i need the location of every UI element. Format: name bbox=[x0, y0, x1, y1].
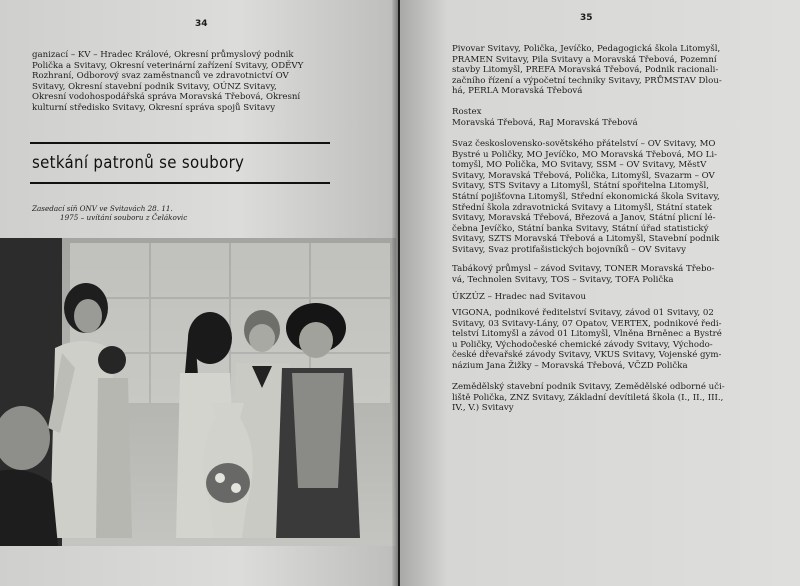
text-line: Svitavy, Svaz protifašistických bojovníků – OV Svitavy bbox=[452, 244, 687, 255]
entry-p bbox=[452, 44, 762, 97]
entry-t bbox=[452, 264, 762, 285]
left-page bbox=[0, 0, 398, 586]
text-line: tomyšl, MO Polička, MO Svitavy, SSM – OV Svitavy, MěstV bbox=[452, 160, 707, 171]
entry-u bbox=[452, 292, 762, 303]
title-rule-top bbox=[30, 142, 330, 144]
text-line: u Poličky, Východočeské chemické závody Svitavy, Východo- bbox=[452, 339, 713, 350]
photo-illustration bbox=[0, 238, 396, 546]
text-line: Svitavy, Okresní stavební podnik Svitavy, OÚNZ Svitavy, bbox=[32, 81, 277, 92]
photograph bbox=[0, 238, 396, 546]
text-line: Okresní vodohospodářská správa Moravská Třebová, Okresní bbox=[32, 92, 301, 103]
text-line: vá, Technolen Svitavy, TOS – Svitavy, TOFA Polička bbox=[452, 274, 674, 285]
text-line: PRAMEN Svitavy, Pila Svitavy a Moravská Třebová, Pozemní bbox=[452, 54, 717, 65]
text-line: liště Polička, ZNZ Svitavy, Základní devítiletá škola (I., II., III., bbox=[452, 392, 724, 403]
text-line: Bystré u Poličky, MO Jevíčko, MO Moravská Třebová, MO Li- bbox=[452, 149, 717, 160]
page-number-left: 34 bbox=[195, 19, 208, 29]
text-line: české dřevařské závody Svitavy, VKUS Svitavy, Vojenské gym- bbox=[452, 350, 722, 361]
text-line: názium Jana Žižky – Moravská Třebová, VČZD Polička bbox=[452, 360, 688, 371]
entry-z bbox=[452, 382, 762, 414]
text-line: Rostex bbox=[452, 107, 482, 117]
text-line: Svitavy, STS Svitavy a Litomyšl, Státní spořitelna Litomyšl, bbox=[452, 181, 709, 192]
text-line: Svitavy, SZTS Moravská Třebová a Litomyšl, Stavební podnik bbox=[452, 234, 720, 245]
text-line: Moravská Třebová, RaJ Moravská Třebová bbox=[452, 117, 638, 128]
text-line: Rozhraní, Odborový svaz zaměstnanců ve zdravotnictví OV bbox=[32, 71, 289, 82]
page-number-right: 35 bbox=[580, 13, 593, 23]
text-line: Střední škola zdravotnická Svitavy a Litomyšl, Státní statek bbox=[452, 202, 713, 213]
entry-s bbox=[452, 139, 762, 256]
entry-r bbox=[452, 107, 762, 128]
text-line: ÚKZÚZ – Hradec nad Svitavou bbox=[452, 292, 586, 302]
section-title: setkání patronů se soubory bbox=[32, 152, 245, 173]
left-continued-text bbox=[32, 50, 330, 114]
title-rule-bottom bbox=[30, 182, 330, 184]
text-line: telství Litomyšl a závod 01 Litomyšl, Vlněna Brněnec a Bystré bbox=[452, 329, 722, 340]
text-line: začního řízení a výpočetní techniky Svitavy, PRŮMSTAV Dlou- bbox=[452, 75, 722, 86]
text-line: Pivovar Svitavy, Polička, Jevíčko, Pedagogická škola Litomyšl, bbox=[452, 44, 721, 54]
photo-caption bbox=[32, 204, 242, 222]
text-line: ganizací – KV – Hradec Králové, Okresní průmyslový podnik bbox=[32, 50, 294, 60]
text-line: Svitavy, Moravská Třebová, Březová a Janov, Státní plicní lé- bbox=[452, 213, 716, 224]
text-line: Polička a Svitavy, Okresní veterinární zařízení Svitavy, ODĚVY bbox=[32, 60, 304, 71]
text-line: Svitavy, 03 Svitavy-Lány, 07 Opatov, VERTEX, podnikové ředi- bbox=[452, 318, 722, 329]
text-line: Svaz československo-sovětského přátelství – OV Svitavy, MO bbox=[452, 139, 716, 149]
text-line: Zemědělský stavební podnik Svitavy, Zemědělské odborné uči- bbox=[452, 382, 725, 392]
text-line: Státní pojišťovna Litomyšl, Střední ekonomická škola Svitavy, bbox=[452, 191, 720, 202]
entry-v bbox=[452, 308, 762, 372]
text-line: há, PERLA Moravská Třebová bbox=[452, 86, 583, 97]
text-line: čebna Jevíčko, Státní banka Svitavy, Státní úřad statistický bbox=[452, 223, 709, 234]
text-line: IV., V.) Svitavy bbox=[452, 403, 514, 414]
text-line: Tabákový průmysl – závod Svitavy, TONER Moravská Třebo- bbox=[452, 264, 715, 274]
text-line: VIGONA, podnikové ředitelství Svitavy, závod 01 Svitavy, 02 bbox=[452, 308, 714, 318]
text-line: Svitavy, Moravská Třebová, Polička, Litomyšl, Svazarm – OV bbox=[452, 170, 715, 181]
caption-line: Zasedací síň ONV ve Svitavách 28. 11. bbox=[32, 204, 173, 213]
caption-line: 1975 – uvítání souboru z Čelákovic bbox=[60, 213, 188, 222]
text-line: stavby Litomyšl, PREFA Moravská Třebová, Podnik racionali- bbox=[452, 65, 719, 76]
text-line: kulturní středisko Svitavy, Okresní správa spojů Svitavy bbox=[32, 102, 276, 113]
